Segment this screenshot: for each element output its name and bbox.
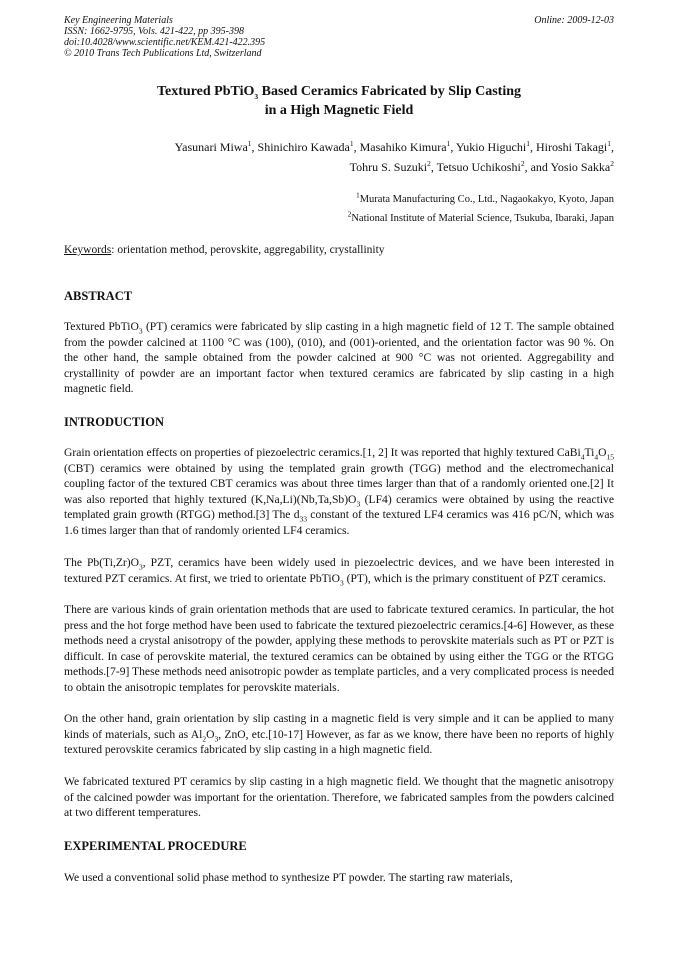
intro-paragraph-2: The $Pb(Ti,Zr)O_3$, PZT, ceramics have been widely used in piezoelectric devices, and we have been interested in textured PZT ceramics. At first, we tried to orientate PbTiO$_3$ (PT), which is the primary constituent of PZT ceramics. bbox=[64, 556, 614, 587]
intro-paragraph-4: On the other hand, grain orientation by slip casting in a magnetic field is very simple and it can be applied to many kinds of materials, such as $Al_2O_3$, ZnO, etc.[10-17] However, as far as we know, there have been no reports of highly textured perovskite ceramics fabricated by slip casting in a high magnetic field. bbox=[64, 712, 614, 757]
introduction-heading: INTRODUCTION bbox=[64, 415, 165, 429]
journal-header bbox=[64, 15, 614, 59]
copyright-line: © 2010 Trans Tech Publications Ltd, Switzerland bbox=[64, 48, 262, 59]
affiliations bbox=[64, 190, 614, 228]
affiliation-2: $^2$National Institute of Material Science, Tsukuba, Ibaraki, Japan bbox=[347, 209, 614, 224]
keywords-line bbox=[64, 244, 614, 256]
author-list bbox=[64, 137, 614, 177]
keywords-label: Keywords bbox=[64, 244, 112, 256]
journal-name: Key Engineering Materials bbox=[64, 15, 173, 26]
author-line-1: Yasunari Miwa$^1$, Shinichiro Kawada$^1$, Masahiko Kimura$^1$, Yukio Higuchi$^1$, Hiroshi Takagi$^1$, bbox=[174, 139, 614, 154]
abstract-paragraph: Textured PbTiO$_3$ (PT) ceramics were fabricated by slip casting in a high magnetic field of 12 T. The sample obtained from the powder calcined at 1100 °C was (100), (010), and (001)-oriented, and the orientation factor was 90 %. On the other hand, the sample obtained from the powder calcined at 900 °C was not oriented. Aggregability and crystallinity of powder are an important factor when textured ceramics are fabricated by slip casting in a high magnetic field. bbox=[64, 320, 615, 396]
title-line-2: in a High Magnetic Field bbox=[264, 103, 414, 118]
doi-line: doi:10.4028/www.scientific.net/KEM.421-422.395 bbox=[64, 37, 266, 48]
experimental-paragraph-1: We used a conventional solid phase method to synthesize PT powder. The starting raw materials, bbox=[64, 871, 513, 884]
paper-title bbox=[64, 82, 614, 120]
intro-paragraph-1: Grain orientation effects on properties of piezoelectric ceramics.[1, 2] It was reported that highly textured $CaBi_4Ti_4O_{15}$ (CBT) ceramics were obtained by using the templated grain growth (TGG) method and the electromechanical coupling factor of the textured CBT ceramics was about three times larger than that of a randomly oriented one.[2] It was also reported that highly textured $(K,Na,Li)(Nb,Ta,Sb)O_3$ (LF4) ceramics were obtained by using the reactive templated grain growth (RTGG) method.[3] The $d_{33}$ constant of the textured LF4 ceramics was 416 pC/N, which was 1.6 times larger than that of randomly oriented LF4 ceramics. bbox=[64, 446, 614, 537]
issn-line: ISSN: 1662-9795, Vols. 421-422, pp 395-398 bbox=[64, 26, 244, 37]
keywords-text: : orientation method, perovskite, aggregability, crystallinity bbox=[111, 244, 385, 256]
author-line-2: Tohru S. Suzuki$^2$, Tetsuo Uchikoshi$^2$, and Yosio Sakka$^2$ bbox=[349, 159, 614, 174]
online-date: Online: 2009-12-03 bbox=[534, 15, 614, 26]
intro-paragraph-3: There are various kinds of grain orientation methods that are used to fabricate textured ceramics. In particular, the hot press and the hot forge method have been used to fabricate the textured piezoelectric ceramics.[4-6] However, as these methods need a crystal anisotropy of the powder, applying these methods to perovskite materials such as PT or PZT is difficult. In case of perovskite material, the textured ceramics can be obtained by using either the TGG or the RTGG methods.[7-9] These methods need anisotropic powder as template particles, and a very complicated process is needed to obtain the anisotropic templates for perovskite materials. bbox=[64, 603, 614, 694]
abstract-heading: ABSTRACT bbox=[64, 289, 133, 303]
affiliation-1: $^1$Murata Manufacturing Co., Ltd., Nagaokakyo, Kyoto, Japan bbox=[355, 190, 614, 205]
intro-paragraph-5: We fabricated textured PT ceramics by slip casting in a high magnetic field. We thought that the magnetic anisotropy of the calcined powder was important for the orientation. Therefore, we fabricated samples from the powders calcined at two different temperatures. bbox=[64, 775, 614, 820]
experimental-heading: EXPERIMENTAL PROCEDURE bbox=[64, 839, 247, 853]
title-line-1: Textured PbTiO$_3$ Based Ceramics Fabricated by Slip Casting bbox=[156, 84, 522, 101]
